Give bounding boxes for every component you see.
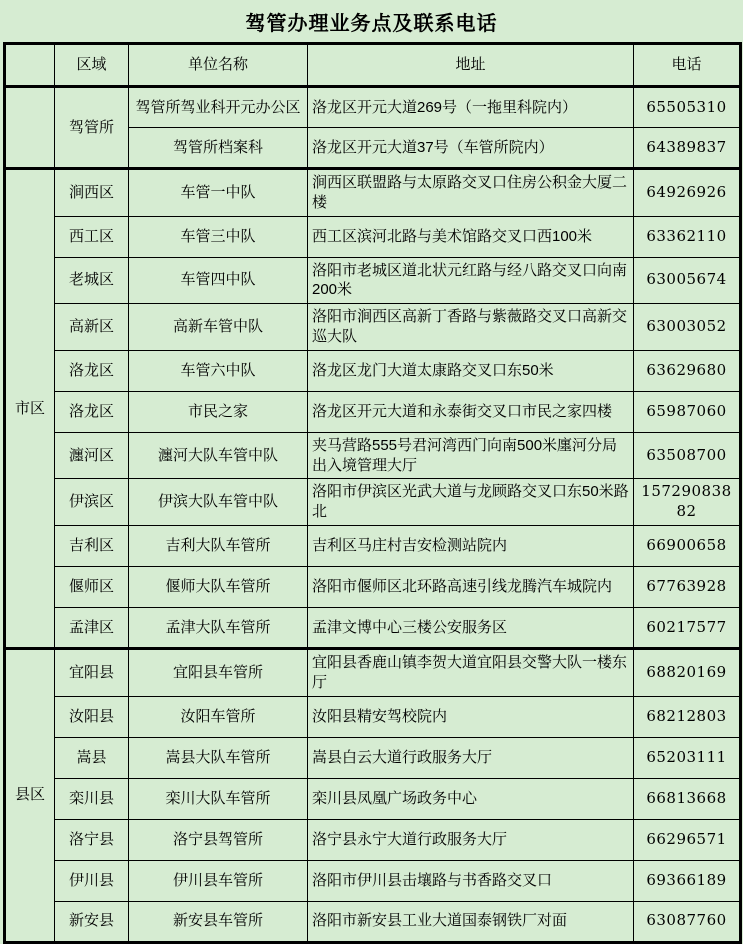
table-row	[5, 391, 741, 432]
address-cell: 嵩县白云大道行政服务大厅	[308, 737, 634, 778]
table-row	[5, 901, 741, 942]
region-cell: 高新区	[55, 304, 129, 351]
unit-cell: 伊川县车管所	[129, 860, 308, 901]
address-cell: 洛阳市伊川县击壤路与书香路交叉口	[308, 860, 634, 901]
region-cell: 汝阳县	[55, 696, 129, 737]
group-cell: 市区	[5, 169, 55, 649]
region-cell: 宜阳县	[55, 648, 129, 696]
unit-cell: 市民之家	[129, 391, 308, 432]
table-row	[5, 607, 741, 648]
address-cell: 洛龙区开元大道269号（一拖里科院内）	[308, 87, 634, 128]
region-cell: 西工区	[55, 216, 129, 257]
phone-cell: 63005674	[634, 257, 741, 304]
table-header	[5, 44, 741, 87]
table-row	[5, 566, 741, 607]
phone-cell: 66813668	[634, 778, 741, 819]
unit-cell: 嵩县大队车管所	[129, 737, 308, 778]
table-row	[5, 778, 741, 819]
unit-cell: 吉利大队车管所	[129, 525, 308, 566]
table-body	[5, 87, 741, 943]
address-cell: 洛阳市伊滨区光武大道与龙顾路交叉口东50米路北	[308, 479, 634, 526]
region-cell: 洛龙区	[55, 350, 129, 391]
unit-cell: 伊滨大队车管中队	[129, 479, 308, 526]
unit-cell: 高新车管中队	[129, 304, 308, 351]
region-cell: 伊滨区	[55, 479, 129, 526]
unit-cell: 偃师大队车管所	[129, 566, 308, 607]
phone-cell: 67763928	[634, 566, 741, 607]
region-cell: 偃师区	[55, 566, 129, 607]
address-cell: 栾川县凤凰广场政务中心	[308, 778, 634, 819]
unit-cell: 瀍河大队车管中队	[129, 432, 308, 479]
phone-cell: 65203111	[634, 737, 741, 778]
address-cell: 涧西区联盟路与太原路交叉口住房公积金大厦二楼	[308, 169, 634, 217]
address-cell: 宜阳县香鹿山镇李贺大道宜阳县交警大队一楼东厅	[308, 648, 634, 696]
table-row	[5, 304, 741, 351]
table-row	[5, 648, 741, 696]
address-cell: 洛龙区龙门大道太康路交叉口东50米	[308, 350, 634, 391]
table-row	[5, 860, 741, 901]
unit-cell: 孟津大队车管所	[129, 607, 308, 648]
phone-cell: 68212803	[634, 696, 741, 737]
table-row	[5, 257, 741, 304]
region-cell: 洛龙区	[55, 391, 129, 432]
region-cell: 老城区	[55, 257, 129, 304]
region-cell: 新安县	[55, 901, 129, 942]
phone-cell: 63362110	[634, 216, 741, 257]
address-cell: 洛阳市老城区道北状元红路与经八路交叉口向南200米	[308, 257, 634, 304]
region-cell: 吉利区	[55, 525, 129, 566]
table-row	[5, 169, 741, 217]
address-cell: 洛龙区开元大道和永泰街交叉口市民之家四楼	[308, 391, 634, 432]
region-cell: 孟津区	[55, 607, 129, 648]
table-row	[5, 479, 741, 526]
phone-cell: 65987060	[634, 391, 741, 432]
unit-cell: 车管四中队	[129, 257, 308, 304]
address-cell: 汝阳县精安驾校院内	[308, 696, 634, 737]
contact-table	[3, 42, 742, 944]
address-cell: 洛阳市偃师区北环路高速引线龙腾汽车城院内	[308, 566, 634, 607]
unit-cell: 洛宁县驾管所	[129, 819, 308, 860]
column-header-address: 地址	[308, 44, 634, 87]
unit-cell: 栾川大队车管所	[129, 778, 308, 819]
address-cell: 洛宁县永宁大道行政服务大厅	[308, 819, 634, 860]
region-cell: 涧西区	[55, 169, 129, 217]
region-cell: 栾川县	[55, 778, 129, 819]
unit-cell: 车管一中队	[129, 169, 308, 217]
column-header-phone: 电话	[634, 44, 741, 87]
unit-cell: 车管六中队	[129, 350, 308, 391]
table-row	[5, 350, 741, 391]
column-header-region: 区域	[55, 44, 129, 87]
region-cell: 驾管所	[55, 87, 129, 169]
group-cell	[5, 87, 55, 169]
header-row	[5, 44, 741, 87]
unit-cell: 宜阳县车管所	[129, 648, 308, 696]
column-header-unit: 单位名称	[129, 44, 308, 87]
phone-cell: 64389837	[634, 128, 741, 169]
region-cell: 洛宁县	[55, 819, 129, 860]
table-row	[5, 737, 741, 778]
phone-cell: 65505310	[634, 87, 741, 128]
region-cell: 瀍河区	[55, 432, 129, 479]
region-cell: 嵩县	[55, 737, 129, 778]
table-row	[5, 87, 741, 128]
address-cell: 西工区滨河北路与美术馆路交叉口西100米	[308, 216, 634, 257]
phone-cell: 66900658	[634, 525, 741, 566]
table-row	[5, 819, 741, 860]
phone-cell: 66296571	[634, 819, 741, 860]
phone-cell: 63508700	[634, 432, 741, 479]
phone-cell: 63003052	[634, 304, 741, 351]
page-title: 驾管办理业务点及联系电话	[245, 12, 498, 35]
unit-cell: 驾管所档案科	[129, 128, 308, 169]
address-cell: 洛龙区开元大道37号（车管所院内）	[308, 128, 634, 169]
address-cell: 吉利区马庄村吉安检测站院内	[308, 525, 634, 566]
table-row	[5, 432, 741, 479]
group-cell: 县区	[5, 648, 55, 942]
phone-cell: 69366189	[634, 860, 741, 901]
unit-cell: 车管三中队	[129, 216, 308, 257]
phone-cell: 60217577	[634, 607, 741, 648]
region-cell: 伊川县	[55, 860, 129, 901]
address-cell: 洛阳市新安县工业大道国泰钢铁厂对面	[308, 901, 634, 942]
phone-cell: 68820169	[634, 648, 741, 696]
phone-cell: 15729083882	[634, 479, 741, 526]
unit-cell: 新安县车管所	[129, 901, 308, 942]
unit-cell: 驾管所驾业科开元办公区	[129, 87, 308, 128]
unit-cell: 汝阳车管所	[129, 696, 308, 737]
phone-cell: 64926926	[634, 169, 741, 217]
address-cell: 夹马营路555号君河湾西门向南500米廛河分局出入境管理大厅	[308, 432, 634, 479]
table-row	[5, 216, 741, 257]
table-row	[5, 696, 741, 737]
address-cell: 孟津文博中心三楼公安服务区	[308, 607, 634, 648]
address-cell: 洛阳市涧西区高新丁香路与紫薇路交叉口高新交巡大队	[308, 304, 634, 351]
phone-cell: 63629680	[634, 350, 741, 391]
column-header-group	[5, 44, 55, 87]
phone-cell: 63087760	[634, 901, 741, 942]
table-row	[5, 525, 741, 566]
